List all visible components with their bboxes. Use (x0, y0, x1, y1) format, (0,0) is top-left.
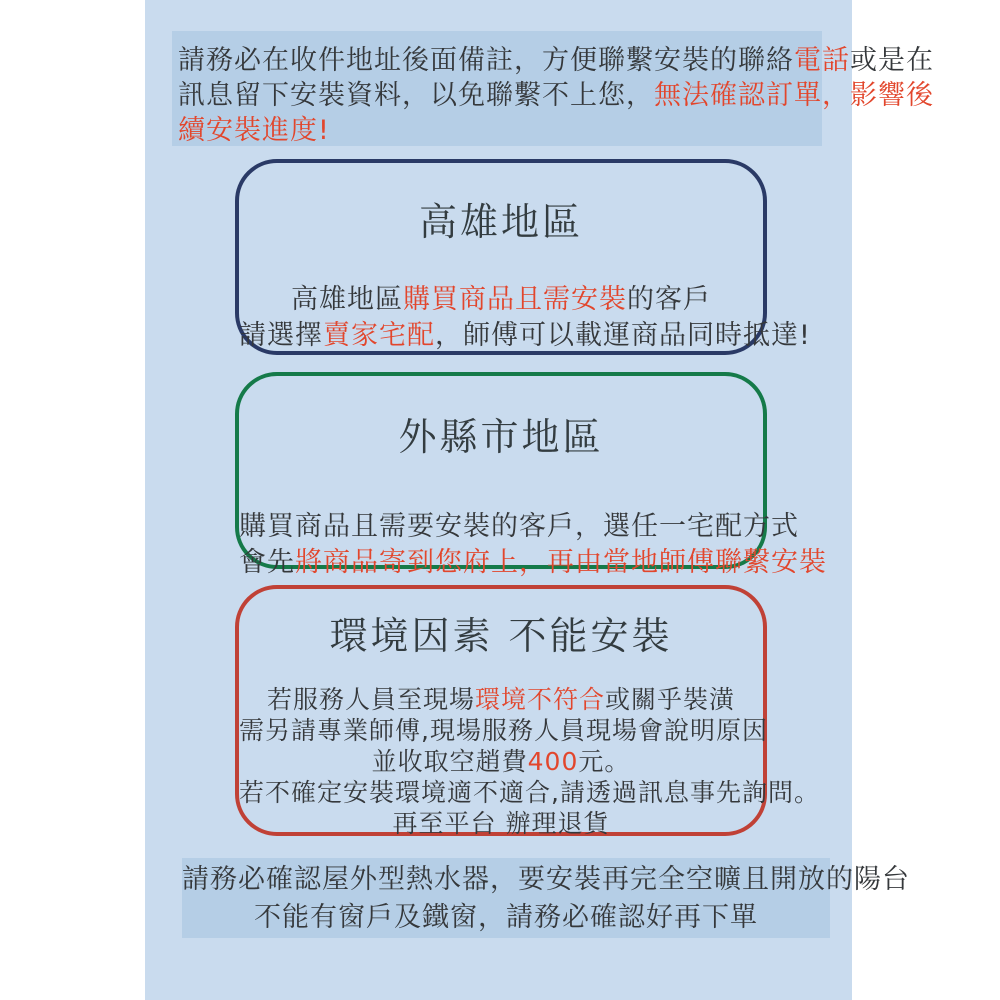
region-box-environment-title: 環境因素 不能安裝 (329, 614, 673, 658)
body-text: 若服務人員至現場 (266, 685, 475, 714)
body-text: 高雄地區 (291, 284, 403, 315)
region-box-kaohsiung-body (239, 282, 811, 354)
body-line (239, 808, 763, 839)
top-notice (172, 31, 934, 146)
body-line (239, 746, 763, 777)
body-text: ，師傅可以載運商品同時抵達! (435, 320, 811, 351)
body-text-highlight: 400 (527, 747, 579, 776)
body-text: 會先 (239, 547, 295, 578)
notice-text: 或是在 (850, 45, 934, 76)
body-text-highlight: 賣家宅配 (323, 320, 435, 351)
notice-text-highlight: 無法確認訂單，影響後 (654, 80, 934, 111)
body-text: 若不確定安裝環境適不適合,請透過訊息事先詢問。 (239, 778, 820, 807)
region-box-other-counties-title: 外縣市地區 (398, 415, 604, 459)
body-text-highlight: 將商品寄到您府上，再由當地師傅聯繫安裝 (295, 547, 827, 578)
body-line (239, 777, 820, 808)
notice-text: 不能有窗戶及鐵窗，請務必確認好再下單 (254, 902, 758, 933)
body-text: 購買商品且需要安裝的客戶，選任一宅配方式 (239, 511, 799, 542)
body-line (239, 318, 811, 354)
body-text: 再至平台 辦理退貨 (392, 809, 610, 838)
body-text: 需另請專業師傅,現場服務人員現場會說明原因 (239, 716, 768, 745)
bottom-notice-line-1 (182, 861, 910, 899)
notice-text: 訊息留下安裝資料，以免聯繫不上您， (178, 80, 654, 111)
body-line (239, 509, 799, 545)
top-notice-line-2 (178, 78, 934, 113)
region-box-kaohsiung (235, 159, 811, 355)
content-panel (145, 0, 934, 1000)
body-text: 的客戶 (627, 284, 711, 315)
body-text: 並收取空趙費 (371, 747, 528, 776)
notice-text: 請務必在收件地址後面備註，方便聯繫安裝的聯絡 (178, 45, 794, 76)
body-text: 元。 (578, 747, 631, 776)
bottom-notice (182, 858, 910, 938)
notice-text-highlight: 電話 (794, 45, 850, 76)
region-box-other-counties (235, 372, 827, 578)
region-box-other-counties-body (239, 509, 827, 581)
notice-text-highlight: 續安裝進度! (178, 115, 330, 146)
body-line (239, 282, 763, 318)
body-line (239, 715, 768, 746)
region-box-environment-body (239, 684, 820, 839)
body-text: 請選擇 (239, 320, 323, 351)
top-notice-line-1 (178, 43, 934, 78)
body-text: 或關乎裝潢 (605, 685, 736, 714)
notice-text: 請務必確認屋外型熱水器，要安裝再完全空曠且開放的陽台 (182, 864, 910, 895)
body-text-highlight: 環境不符合 (474, 685, 605, 714)
body-text-highlight: 購買商品且需安裝 (403, 284, 627, 315)
body-line (239, 545, 827, 581)
bottom-notice-line-2 (182, 899, 830, 937)
body-line (239, 684, 763, 715)
region-box-kaohsiung-title: 高雄地區 (418, 200, 583, 244)
region-box-environment (235, 585, 820, 838)
top-notice-line-3 (178, 113, 818, 148)
